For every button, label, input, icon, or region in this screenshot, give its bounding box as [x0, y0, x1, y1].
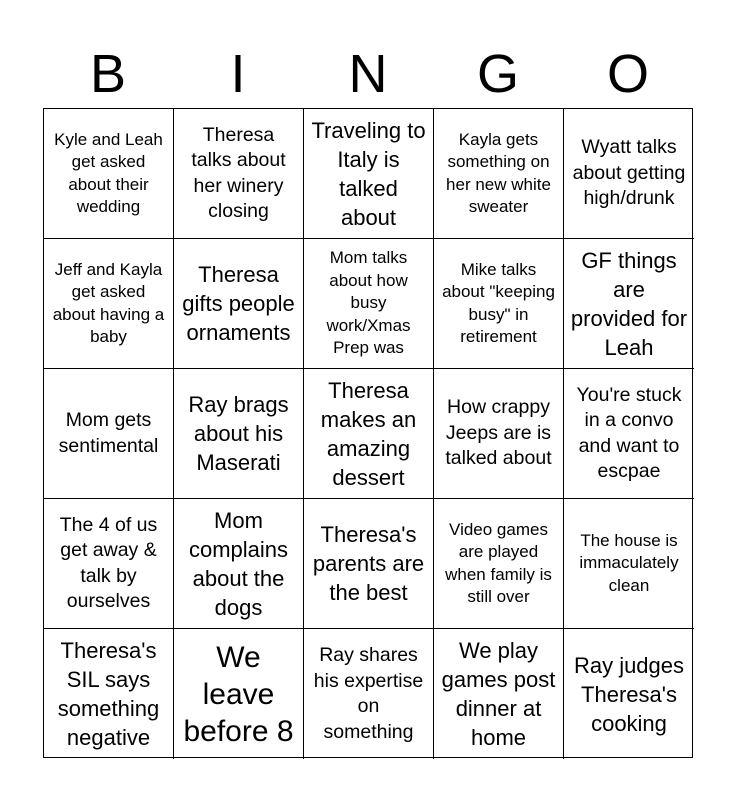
bingo-cell[interactable]: Ray shares his expertise on something: [304, 629, 434, 759]
bingo-cell[interactable]: Kayla gets something on her new white sweater: [434, 109, 564, 239]
header-letter-g: G: [476, 44, 519, 104]
bingo-cell[interactable]: Video games are played when family is still over: [434, 499, 564, 629]
bingo-cell[interactable]: Wyatt talks about getting high/drunk: [564, 109, 694, 239]
bingo-board: [43, 108, 693, 758]
bingo-cell[interactable]: Mom talks about how busy work/Xmas Prep was: [304, 239, 434, 369]
bingo-cell[interactable]: Mom complains about the dogs: [174, 499, 304, 629]
bingo-cell[interactable]: Mike talks about "keeping busy" in retirement: [434, 239, 564, 369]
bingo-cell[interactable]: Traveling to Italy is talked about: [304, 109, 434, 239]
bingo-cell[interactable]: Jeff and Kayla get asked about having a baby: [44, 239, 174, 369]
bingo-cell[interactable]: Theresa's SIL says something negative: [44, 629, 174, 759]
bingo-cell[interactable]: Mom gets sentimental: [44, 369, 174, 499]
bingo-cell[interactable]: Theresa's parents are the best: [304, 499, 434, 629]
bingo-cell[interactable]: Ray brags about his Maserati: [174, 369, 304, 499]
bingo-cell[interactable]: You're stuck in a convo and want to escpae: [564, 369, 694, 499]
bingo-header: [43, 40, 693, 108]
bingo-cell[interactable]: Theresa makes an amazing dessert: [304, 369, 434, 499]
header-letter-b: B: [89, 44, 127, 104]
bingo-cell[interactable]: How crappy Jeeps are is talked about: [434, 369, 564, 499]
bingo-cell[interactable]: The 4 of us get away & talk by ourselves: [44, 499, 174, 629]
bingo-cell[interactable]: Kyle and Leah get asked about their wedding: [44, 109, 174, 239]
header-letter-o: O: [606, 44, 649, 104]
header-letter-i: I: [230, 44, 246, 104]
header-letter-n: N: [348, 44, 388, 104]
bingo-cell[interactable]: The house is immaculately clean: [564, 499, 694, 629]
bingo-cell[interactable]: GF things are provided for Leah: [564, 239, 694, 369]
bingo-cell[interactable]: Theresa gifts people ornaments: [174, 239, 304, 369]
bingo-cell[interactable]: Ray judges Theresa's cooking: [573, 652, 685, 736]
bingo-cell[interactable]: Theresa talks about her winery closing: [174, 109, 304, 239]
bingo-cell[interactable]: We leave before 8: [174, 629, 304, 759]
bingo-cell[interactable]: We play games post dinner at home: [434, 629, 564, 759]
